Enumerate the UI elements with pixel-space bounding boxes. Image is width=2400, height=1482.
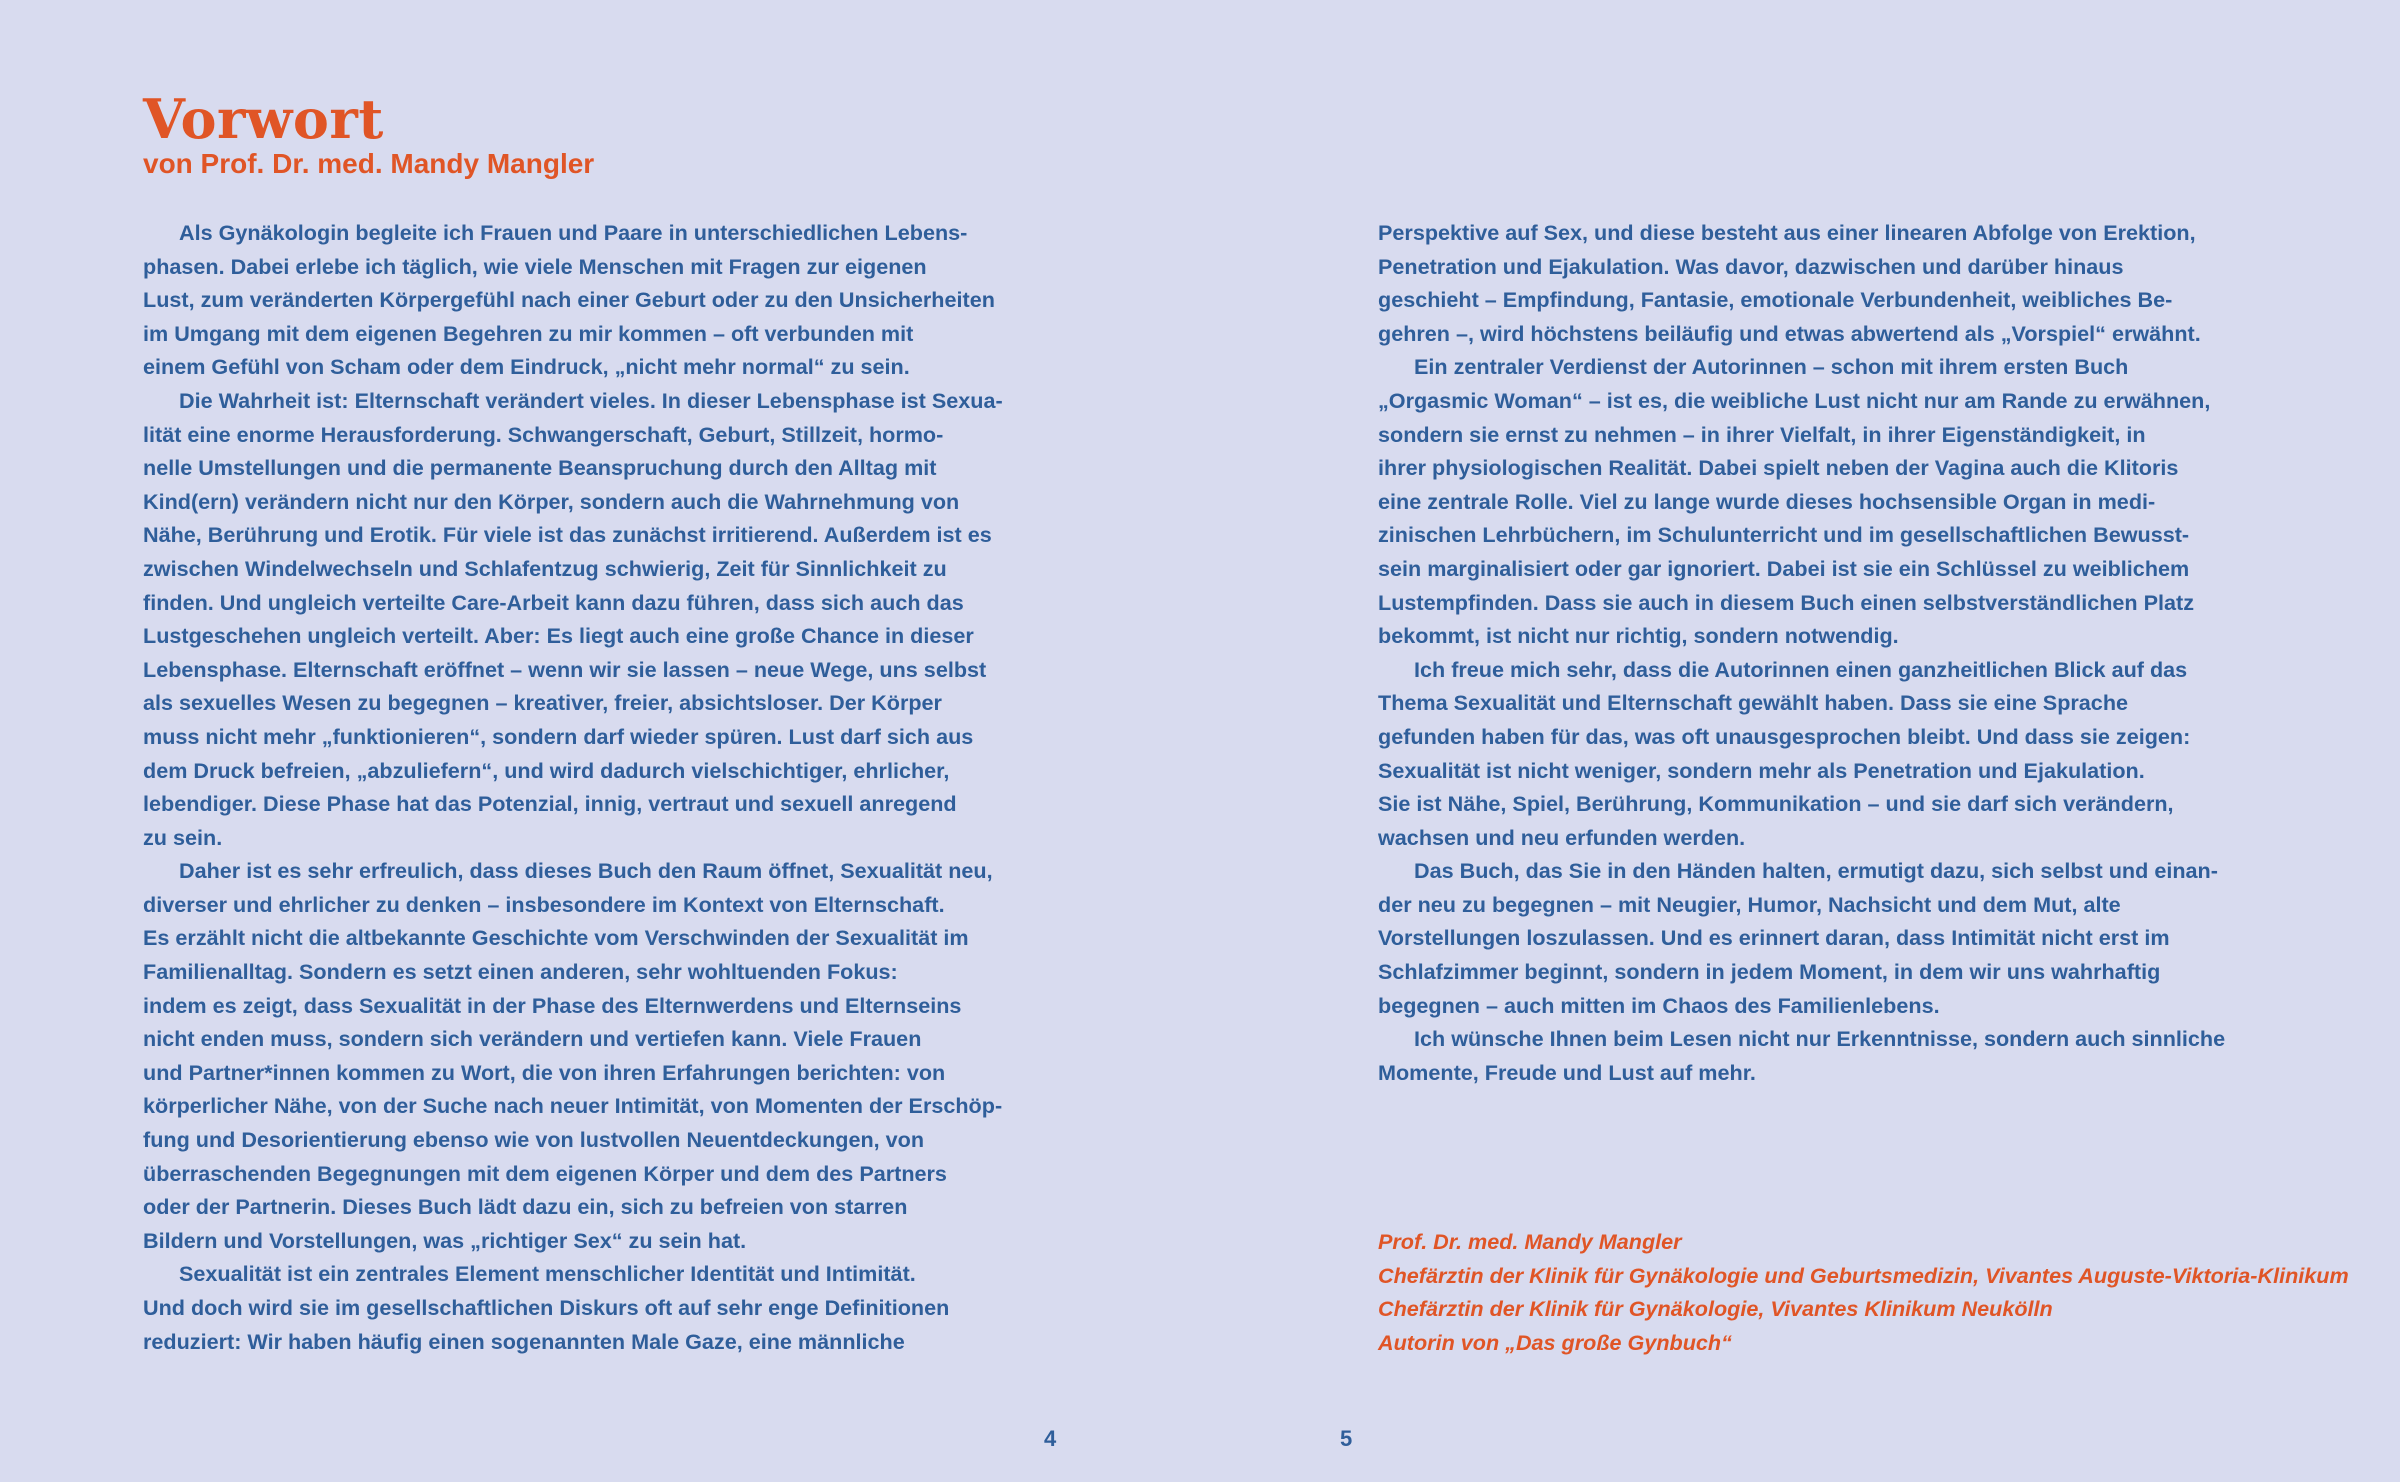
text-line: Ein zentraler Verdienst der Autorinnen – schon mit ihrem ersten Buch xyxy=(1414,354,2129,380)
text-line: begegnen – auch mitten im Chaos des Familienlebens. xyxy=(1378,992,1940,1018)
text-line: reduziert: Wir haben häufig einen sogenannten Male Gaze, eine männliche xyxy=(143,1328,905,1354)
text-line: zu sein. xyxy=(143,824,223,850)
text-line: Lust, zum veränderten Körpergefühl nach einer Geburt oder zu den Unsicherheiten xyxy=(143,287,995,313)
text-line: Sexualität ist nicht weniger, sondern mehr als Penetration und Ejakulation. xyxy=(1378,757,2145,783)
signature-line: Chefärztin der Klinik für Gynäkologie, Vivantes Klinikum Neukölln xyxy=(1378,1296,2053,1322)
text-line: Die Wahrheit ist: Elternschaft verändert vieles. In dieser Lebensphase ist Sexua- xyxy=(179,387,1003,413)
text-line: gefunden haben für das, was oft unausgesprochen bleibt. Und dass sie zeigen: xyxy=(1378,723,2191,749)
text-line: körperlicher Nähe, von der Suche nach neuer Intimität, von Momenten der Erschöp- xyxy=(143,1093,1003,1119)
text-line: Lustempfinden. Dass sie auch in diesem Buch einen selbstverständlichen Platz xyxy=(1378,589,2194,615)
text-line: lität eine enorme Herausforderung. Schwangerschaft, Geburt, Stillzeit, hormo- xyxy=(143,421,944,447)
text-line: bekommt, ist nicht nur richtig, sondern notwendig. xyxy=(1378,623,1899,649)
page-title: Vorwort xyxy=(143,87,384,151)
text-line: eine zentrale Rolle. Viel zu lange wurde dieses hochsensible Organ in medi- xyxy=(1378,488,2156,514)
author-signature xyxy=(1378,1225,2378,1359)
text-line: Es erzählt nicht die altbekannte Geschichte vom Verschwinden der Sexualität im xyxy=(143,925,969,951)
text-line: indem es zeigt, dass Sexualität in der Phase des Elternwerdens und Elternseins xyxy=(143,992,962,1018)
text-line: geschieht – Empfindung, Fantasie, emotionale Verbundenheit, weibliches Be- xyxy=(1378,287,2173,313)
signature-name: Prof. Dr. med. Mandy Mangler xyxy=(1378,1229,1682,1254)
text-line: Penetration und Ejakulation. Was davor, dazwischen und darüber hinaus xyxy=(1378,253,2124,279)
text-line: zinischen Lehrbüchern, im Schulunterricht und im gesellschaftlichen Bewusst- xyxy=(1378,522,2190,548)
text-line: zwischen Windelwechseln und Schlafentzug schwierig, Zeit für Sinnlichkeit zu xyxy=(143,555,947,581)
text-line: überraschenden Begegnungen mit dem eigenen Körper und dem des Partners xyxy=(143,1160,947,1186)
text-line: dem Druck befreien, „abzuliefern“, und wird dadurch vielschichtiger, ehrlicher, xyxy=(143,757,950,783)
text-line: im Umgang mit dem eigenen Begehren zu mir kommen – oft verbunden mit xyxy=(143,320,914,346)
text-line: Ich wünsche Ihnen beim Lesen nicht nur Erkenntnisse, sondern auch sinnliche xyxy=(1414,1026,2226,1052)
text-line: Momente, Freude und Lust auf mehr. xyxy=(1378,1059,1756,1085)
text-line: nelle Umstellungen und die permanente Beanspruchung durch den Alltag mit xyxy=(143,455,937,481)
text-line: lebendiger. Diese Phase hat das Potenzial, innig, vertraut und sexuell anregend xyxy=(143,791,957,817)
text-line: fung und Desorientierung ebenso wie von lustvollen Neuentdeckungen, von xyxy=(143,1127,925,1153)
text-line: Lebensphase. Elternschaft eröffnet – wenn wir sie lassen – neue Wege, uns selbst xyxy=(143,656,987,682)
text-line: Vorstellungen loszulassen. Und es erinnert daran, dass Intimität nicht erst im xyxy=(1378,925,2170,951)
text-line: Als Gynäkologin begleite ich Frauen und Paare in unterschiedlichen Lebens- xyxy=(179,220,968,245)
text-line: sein marginalisiert oder gar ignoriert. Dabei ist sie ein Schlüssel zu weiblichem xyxy=(1378,555,2190,581)
right-page xyxy=(1200,0,2400,1482)
signature-line: Chefärztin der Klinik für Gynäkologie und Geburtsmedizin, Vivantes Auguste-Viktoria-Klinikum xyxy=(1378,1262,2349,1288)
text-line: gehren –, wird höchstens beiläufig und etwas abwertend als „Vorspiel“ erwähnt. xyxy=(1378,320,2201,346)
text-line: Bildern und Vorstellungen, was „richtiger Sex“ zu sein hat. xyxy=(143,1227,747,1253)
text-line: Thema Sexualität und Elternschaft gewählt haben. Dass sie eine Sprache xyxy=(1378,690,2129,716)
left-text-column xyxy=(143,216,1083,1358)
text-line: Das Buch, das Sie in den Händen halten, ermutigt dazu, sich selbst und einan- xyxy=(1414,858,2218,884)
text-line: ihrer physiologischen Realität. Dabei spielt neben der Vagina auch die Klitoris xyxy=(1378,455,2179,481)
text-line: Sexualität ist ein zentrales Element menschlicher Identität und Intimität. xyxy=(179,1261,916,1287)
text-line: Kind(ern) verändern nicht nur den Körper, sondern auch die Wahrnehmung von xyxy=(143,488,960,514)
text-line: als sexuelles Wesen zu begegnen – kreativer, freier, absichtsloser. Der Körper xyxy=(143,690,942,716)
text-line: diverser und ehrlicher zu denken – insbesondere im Kontext von Elternschaft. xyxy=(143,891,945,917)
right-text-column xyxy=(1378,216,2318,1089)
text-line: wachsen und neu erfunden werden. xyxy=(1378,824,1746,850)
text-line: „Orgasmic Woman“ – ist es, die weibliche Lust nicht nur am Rande zu erwähnen, xyxy=(1378,387,2211,413)
text-line: Schlafzimmer beginnt, sondern in jedem Moment, in dem wir uns wahrhaftig xyxy=(1378,959,2161,985)
page-number-left: 4 xyxy=(1044,1426,1057,1451)
text-line: Nähe, Berührung und Erotik. Für viele ist das zunächst irritierend. Außerdem ist es xyxy=(143,522,992,548)
text-line: Und doch wird sie im gesellschaftlichen Diskurs oft auf sehr enge Definitionen xyxy=(143,1295,950,1320)
text-line: oder der Partnerin. Dieses Buch lädt dazu ein, sich zu befreien von starren xyxy=(143,1194,908,1220)
text-line: Sie ist Nähe, Spiel, Berührung, Kommunikation – und sie darf sich verändern, xyxy=(1378,791,2174,817)
page-number-right: 5 xyxy=(1340,1426,1353,1451)
text-line: Perspektive auf Sex, und diese besteht aus einer linearen Abfolge von Erektion, xyxy=(1378,220,2196,245)
signature-line: Autorin von „Das große Gynbuch“ xyxy=(1378,1329,1732,1355)
text-line: Familienalltag. Sondern es setzt einen anderen, sehr wohltuenden Fokus: xyxy=(143,959,898,985)
text-line: Daher ist es sehr erfreulich, dass dieses Buch den Raum öffnet, Sexualität neu, xyxy=(179,858,993,884)
text-line: einem Gefühl von Scham oder dem Eindruck, „nicht mehr normal“ zu sein. xyxy=(143,354,910,380)
text-line: Ich freue mich sehr, dass die Autorinnen einen ganzheitlichen Blick auf das xyxy=(1414,656,2188,682)
text-line: nicht enden muss, sondern sich verändern und vertiefen kann. Viele Frauen xyxy=(143,1026,922,1052)
page-subtitle: von Prof. Dr. med. Mandy Mangler xyxy=(143,148,595,179)
text-line: Lustgeschehen ungleich verteilt. Aber: Es liegt auch eine große Chance in dieser xyxy=(143,623,974,649)
text-line: phasen. Dabei erlebe ich täglich, wie viele Menschen mit Fragen zur eigenen xyxy=(143,253,927,279)
text-line: der neu zu begegnen – mit Neugier, Humor, Nachsicht und dem Mut, alte xyxy=(1378,891,2121,917)
text-line: muss nicht mehr „funktionieren“, sondern darf wieder spüren. Lust darf sich aus xyxy=(143,723,974,749)
text-line: sondern sie ernst zu nehmen – in ihrer Vielfalt, in ihrer Eigenständigkeit, in xyxy=(1378,421,2146,447)
text-line: finden. Und ungleich verteilte Care-Arbeit kann dazu führen, dass sich auch das xyxy=(143,589,964,615)
text-line: und Partner*innen kommen zu Wort, die von ihren Erfahrungen berichten: von xyxy=(143,1059,946,1085)
